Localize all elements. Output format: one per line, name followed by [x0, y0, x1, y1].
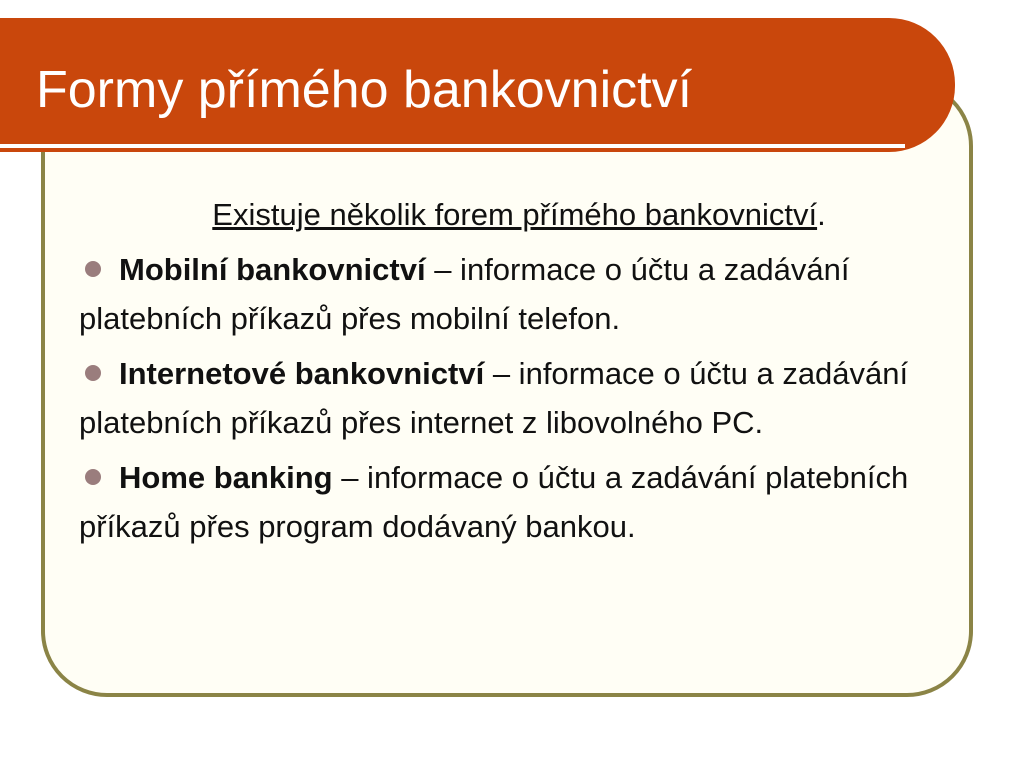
bullet-item-mobile — [79, 245, 959, 343]
bullet-description: – informace o účtu a zadávání platebních příkazů přes mobilní telefon. — [79, 252, 850, 336]
bullet-description: – informace o účtu a zadávání platebních příkazů přes program dodávaný bankou. — [79, 460, 909, 544]
intro-text: Existuje několik forem přímého bankovnictví — [212, 197, 818, 232]
bullet-item-home-banking — [79, 453, 959, 551]
bullet-item-internet — [79, 349, 959, 447]
bullet-term: Mobilní bankovnictví — [119, 252, 426, 287]
slide-body — [79, 190, 959, 557]
bullet-term: Home banking — [119, 460, 333, 495]
bullet-icon — [85, 365, 101, 381]
bullet-icon — [85, 261, 101, 277]
title-divider — [0, 144, 905, 148]
slide-title: Formy přímého bankovnictví — [36, 61, 693, 119]
bullet-icon — [85, 469, 101, 485]
bullet-description: – informace o účtu a zadávání platebních příkazů přes internet z libovolného PC. — [79, 356, 909, 440]
intro-suffix: . — [817, 197, 826, 232]
bullet-term: Internetové bankovnictví — [119, 356, 485, 391]
title-bar — [0, 18, 955, 152]
intro-paragraph — [79, 190, 959, 239]
